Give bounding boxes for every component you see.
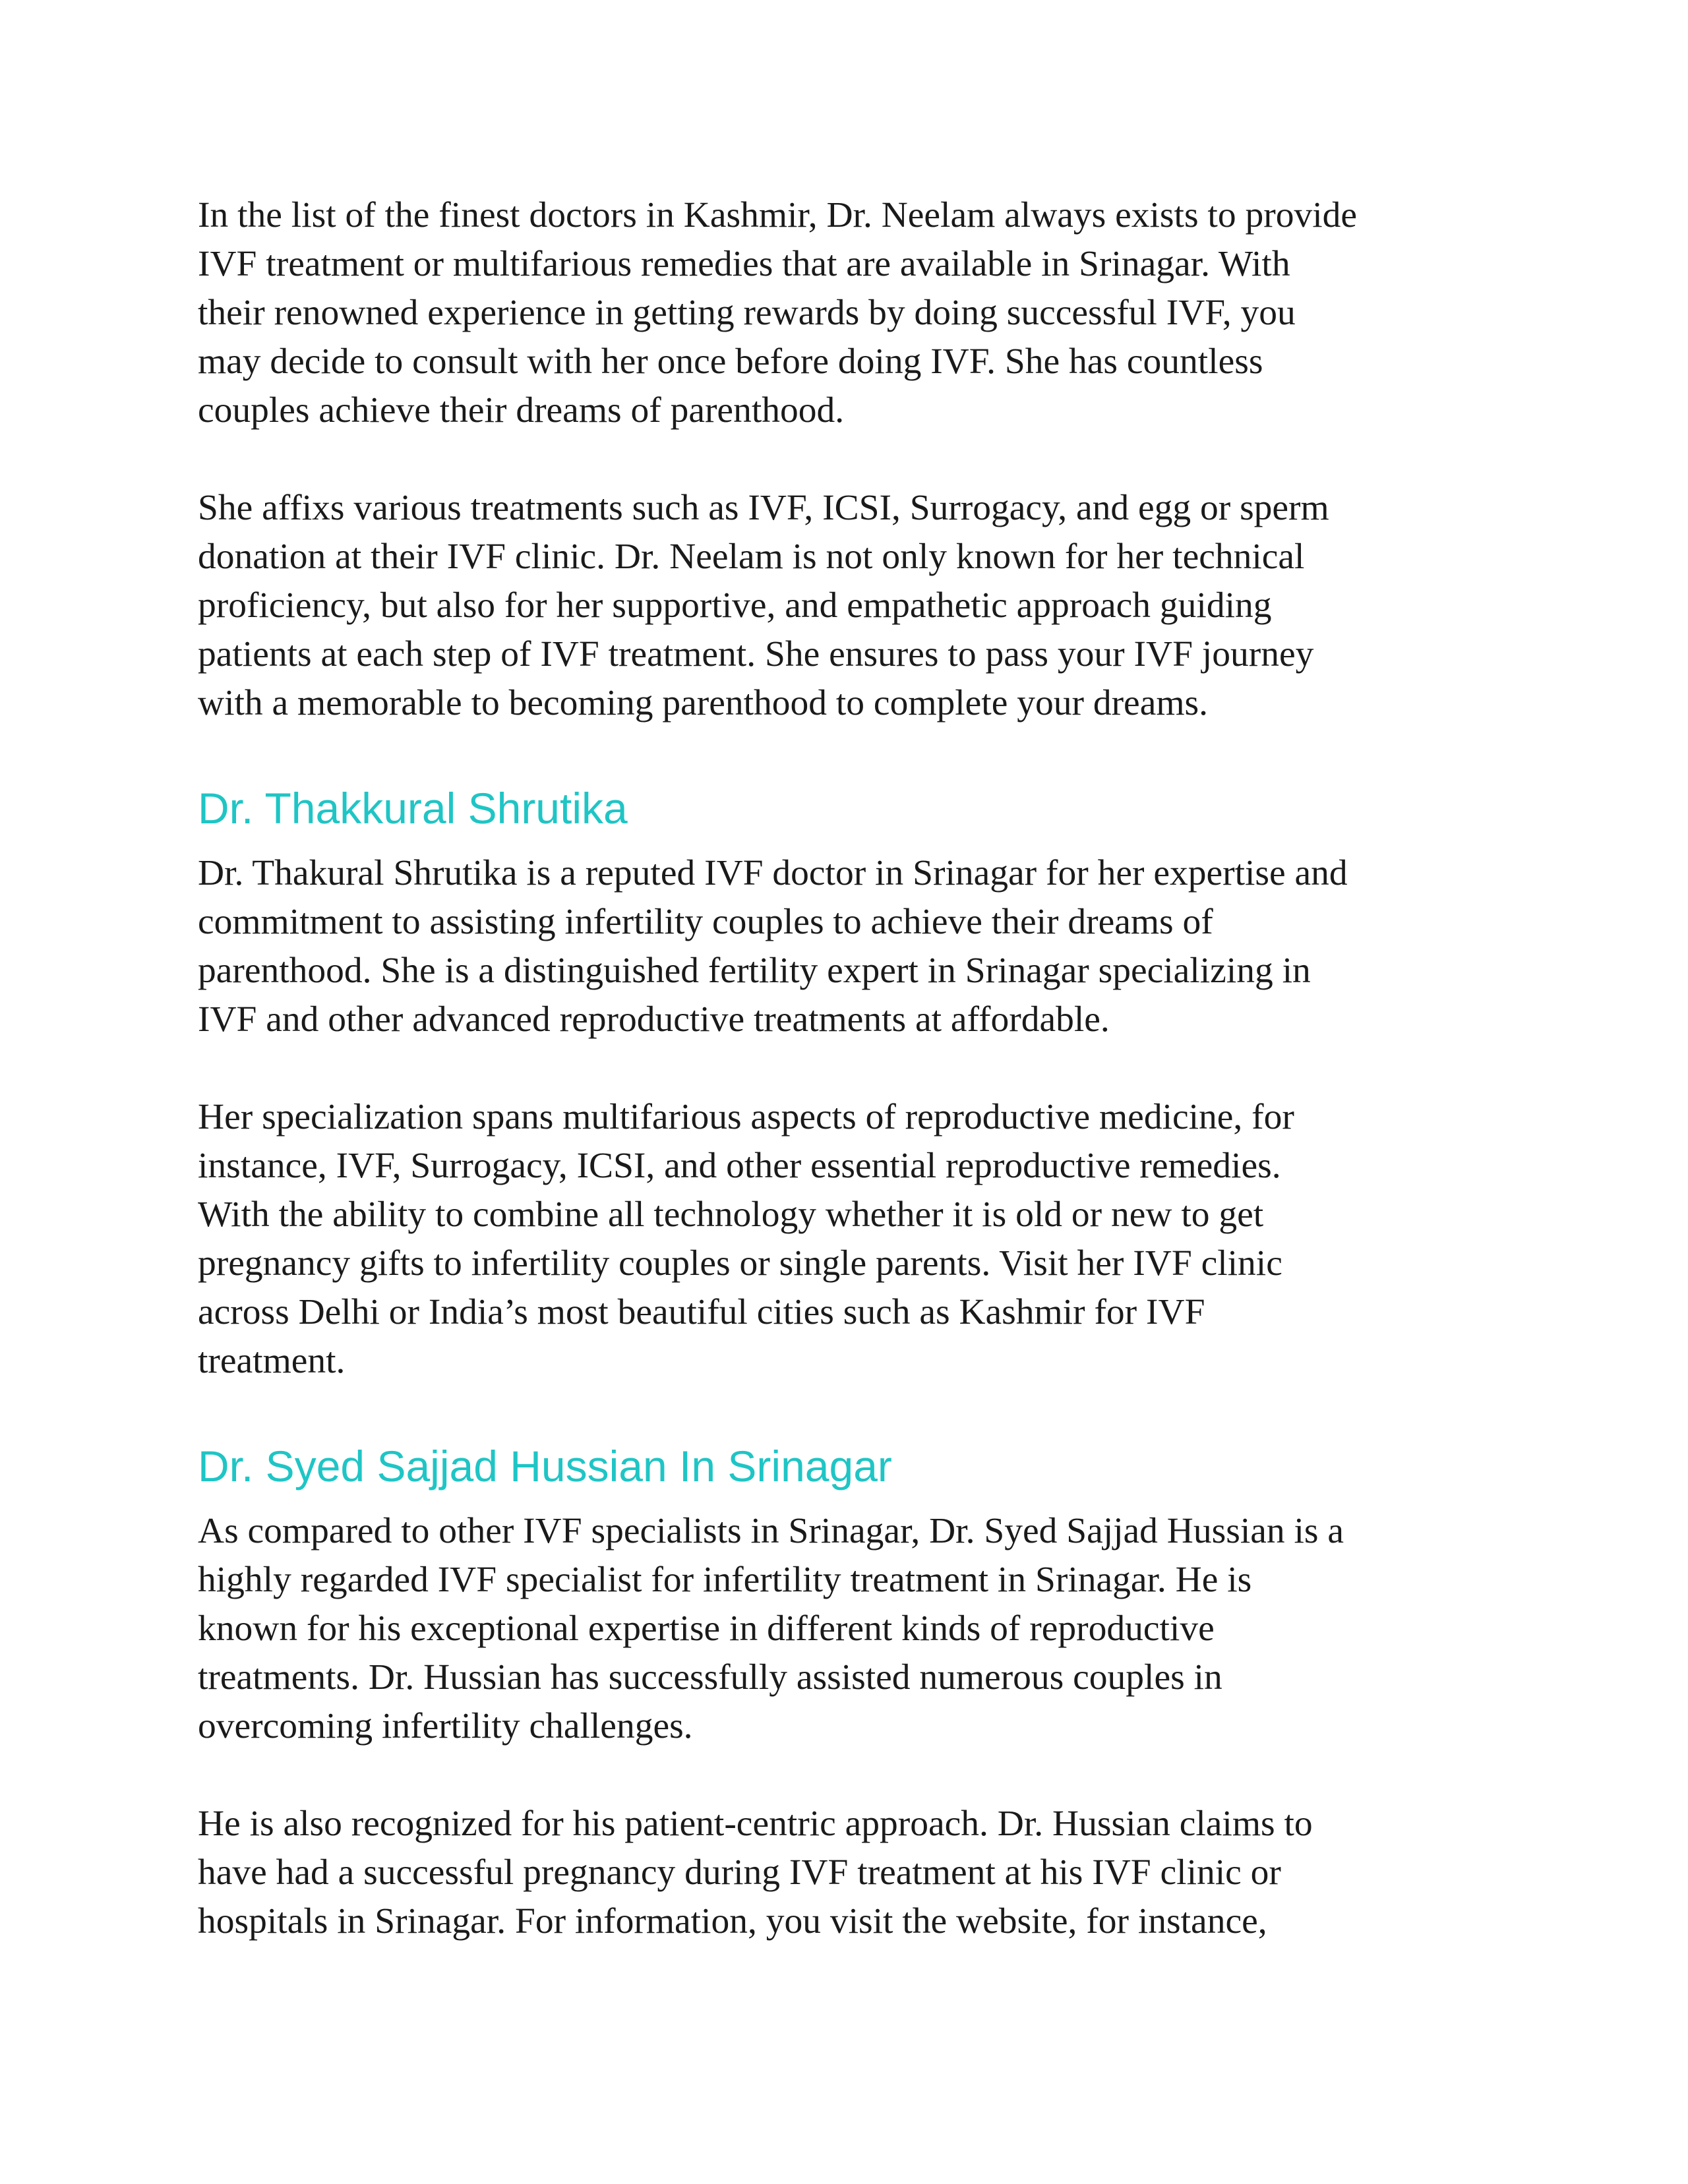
text-line: In the list of the finest doctors in Kashmir, Dr. Neelam always exists to provide — [198, 195, 1358, 235]
text-line: parenthood. She is a distinguished fertility expert in Srinagar specializing in — [198, 951, 1311, 991]
section-heading: Dr. Thakkural Shrutika — [198, 784, 628, 833]
text-line: With the ability to combine all technology whether it is old or new to get — [198, 1195, 1264, 1235]
heading-spacer — [198, 1386, 1510, 1440]
text-line: across Delhi or India’s most beautiful cities such as Kashmir for IVF — [198, 1292, 1205, 1332]
heading-spacer — [198, 1492, 1510, 1507]
text-line: treatment. — [198, 1341, 346, 1381]
paragraph — [198, 1093, 1510, 1386]
text-line: patients at each step of IVF treatment. She ensures to pass your IVF journey — [198, 634, 1314, 674]
text-line: overcoming infertility challenges. — [198, 1706, 693, 1746]
text-line: couples achieve their dreams of parenthood. — [198, 390, 845, 430]
paragraph — [198, 484, 1510, 728]
text-line: instance, IVF, Surrogacy, ICSI, and other essential reproductive remedies. — [198, 1146, 1281, 1186]
section-shrutika — [198, 782, 1510, 1386]
text-line: have had a successful pregnancy during IVF treatment at his IVF clinic or — [198, 1852, 1281, 1893]
text-line: hospitals in Srinagar. For information, you visit the website, for instance, — [198, 1901, 1267, 1941]
section-heading: Dr. Syed Sajjad Hussian In Srinagar — [198, 1442, 892, 1490]
text-line: As compared to other IVF specialists in Srinagar, Dr. Syed Sajjad Hussian is a — [198, 1511, 1344, 1551]
text-line: proficiency, but also for her supportive, and empathetic approach guiding — [198, 585, 1272, 626]
paragraph-spacer — [198, 435, 1510, 484]
paragraph-spacer — [198, 1044, 1510, 1093]
text-line: highly regarded IVF specialist for infertility treatment in Srinagar. He is — [198, 1560, 1252, 1600]
text-line: Her specialization spans multifarious aspects of reproductive medicine, for — [198, 1097, 1294, 1137]
text-line: IVF and other advanced reproductive treatments at affordable. — [198, 999, 1110, 1040]
heading-spacer — [198, 728, 1510, 782]
text-line: may decide to consult with her once before doing IVF. She has countless — [198, 341, 1263, 382]
document-page — [198, 191, 1510, 1946]
text-line: donation at their IVF clinic. Dr. Neelam is not only known for her technical — [198, 537, 1305, 577]
heading-spacer — [198, 835, 1510, 849]
paragraph — [198, 849, 1510, 1044]
paragraph — [198, 191, 1510, 435]
paragraph-spacer — [198, 1751, 1510, 1800]
section-neelam — [198, 191, 1510, 728]
paragraph — [198, 1507, 1510, 1751]
text-line: She affixs various treatments such as IVF, ICSI, Surrogacy, and egg or sperm — [198, 488, 1329, 528]
text-line: He is also recognized for his patient-centric approach. Dr. Hussian claims to — [198, 1804, 1313, 1844]
text-line: their renowned experience in getting rewards by doing successful IVF, you — [198, 293, 1296, 333]
text-line: pregnancy gifts to infertility couples or single parents. Visit her IVF clinic — [198, 1243, 1282, 1284]
text-line: treatments. Dr. Hussian has successfully assisted numerous couples in — [198, 1657, 1222, 1697]
text-line: Dr. Thakural Shrutika is a reputed IVF doctor in Srinagar for her expertise and — [198, 853, 1348, 893]
text-line: with a memorable to becoming parenthood to complete your dreams. — [198, 683, 1208, 723]
text-line: commitment to assisting infertility couples to achieve their dreams of — [198, 902, 1213, 942]
paragraph — [198, 1800, 1510, 1946]
text-line: IVF treatment or multifarious remedies that are available in Srinagar. With — [198, 244, 1290, 284]
section-hussian — [198, 1440, 1510, 1946]
text-line: known for his exceptional expertise in different kinds of reproductive — [198, 1608, 1215, 1649]
